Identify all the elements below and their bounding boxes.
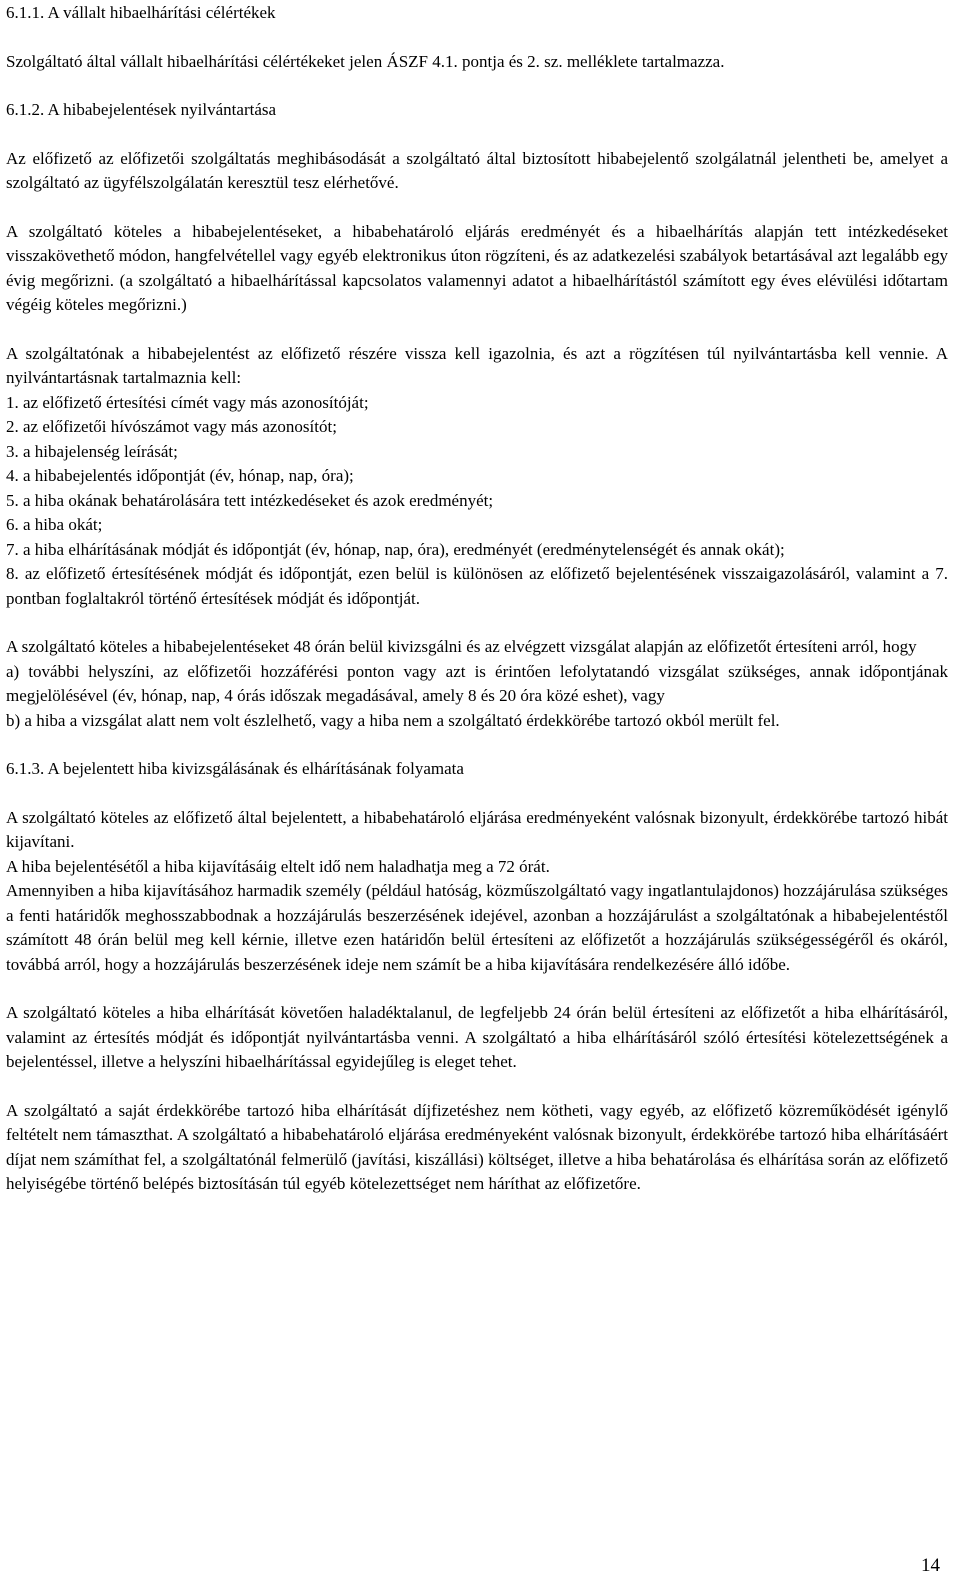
- list-item: 7. a hiba elhárításának módját és időpontját (év, hónap, nap, óra), eredményét (eredménytelenségét és annak okát);: [6, 539, 785, 559]
- paragraph: A szolgáltató a saját érdekkörébe tartozó hiba elhárítását díjfizetéshez nem kötheti, vagy egyéb, az előfizető közreműködését igénylő feltételt nem támaszthat. A szolgáltató a hibabehatároló eljárása eredményeként valósnak bizonyult, érdekkörébe tartozó hiba elhárításáért díjat nem számíthat fel, a szolgáltatónál felmerülő (javítási, kiszállási) költséget, illetve a hiba behatárolása és elhárítása során az előfizető helyiségébe történő belépés biztosításán túl egyéb kötelezettséget nem háríthat az előfizetőre.: [6, 1100, 948, 1193]
- paragraph: A szolgáltató köteles a hibabejelentéseket 48 órán belül kivizsgálni és az elvégzett vizsgálat alapján az előfizetőt értesíteni arról, hogy: [6, 637, 917, 656]
- paragraph: A hiba bejelentésétől a hiba kijavításáig eltelt idő nem haladhatja meg a 72 órát.: [6, 856, 550, 876]
- list-item: 6. a hiba okát;: [6, 515, 103, 534]
- list-item: 1. az előfizető értesítési címét vagy más azonosítóját;: [6, 392, 369, 412]
- list-item: 5. a hiba okának behatárolására tett intézkedéseket és azok eredményét;: [6, 490, 494, 510]
- section-heading-6-1-2: 6.1.2. A hibabejelentések nyilvántartása: [6, 100, 277, 119]
- list-item: 4. a hibabejelentés időpontját (év, hónap, nap, óra);: [6, 466, 354, 485]
- paragraph: A szolgáltató köteles a hiba elhárítását követően haladéktalanul, de legfeljebb 24 órán belül értesíteni az előfizetőt a hiba elhárításáról, valamint az értesítés módját és időpontját nyilvántartásba venni. A szolgáltató a hiba elhárításáról szóló értesítési kötelezettségének a bejelentéssel, illetve a helyszíni hibaelhárítással egyidejűleg is eleget tehet.: [6, 1003, 948, 1071]
- list-item: 2. az előfizetői hívószámot vagy más azonosítót;: [6, 417, 337, 436]
- paragraph: A szolgáltatónak a hibabejelentést az előfizető részére vissza kell igazolnia, és azt a rögzítésen túl nyilvántartásba kell vennie. A nyilvántartásnak tartalmaznia kell:: [6, 343, 948, 387]
- section-heading-6-1-3: 6.1.3. A bejelentett hiba kivizsgálásának és elhárításának folyamata: [6, 759, 464, 778]
- list-item: 3. a hibajelenség leírását;: [6, 441, 178, 461]
- section-heading-6-1-1: 6.1.1. A vállalt hibaelhárítási célértékek: [6, 3, 276, 22]
- paragraph: A szolgáltató köteles az előfizető által bejelentett, a hibabehatároló eljárása eredményeként valósnak bizonyult, érdekkörébe tartozó hibát kijavítani.: [6, 807, 948, 851]
- paragraph: A szolgáltató köteles a hibabejelentéseket, a hibabehatároló eljárás eredményét és a hibaelhárítás alapján tett intézkedéseket visszakövethető módon, hangfelvétellel vagy egyéb elektronikus úton rögzíteni, és az adatkezelési szabályok betartásával azt legalább egy évig megőrizni. (a szolgáltató a hibaelhárítással kapcsolatos valamennyi adatot a hibaelhárítástól számított egy éves elévülési időtartam végéig köteles megőrizni.): [6, 221, 948, 314]
- paragraph: Amennyiben a hiba kijavításához harmadik személy (például hatóság, közműszolgáltató vagy ingatlantulajdonos) hozzájárulása szükséges a fenti határidők meghosszabbodnak a hozzájárulás beszerzésének idejével, azonban a hozzájárulást a szolgáltatónak a hibabejelentéstől számított 48 órán belül meg kell kérnie, illetve ezen határidőn belül értesíteni az előfizetőt a hozzájárulás szükségességéről és okáról, továbbá arról, hogy a hozzájárulás beszerzésének ideje nem számít be a hiba kijavítására rendelkezésére álló időbe.: [6, 881, 948, 974]
- page-number: 14: [921, 1555, 940, 1576]
- document-page: [6, 1, 948, 1197]
- paragraph: a) további helyszíni, az előfizetői hozzáférési ponton vagy azt is érintően lefolytatandó vizsgálat szükséges, annak időpontjának megjelölésével (év, hónap, nap, 4 órás időszak megadásával, amely 8 és 20 óra közé eshet), vagy: [6, 661, 948, 705]
- list-item: 8. az előfizető értesítésének módját és időpontját, ezen belül is különösen az előfizető bejelentésének visszaigazolásáról, valamint a 7. pontban foglaltakról történő értesítések módját és időpontját.: [6, 564, 948, 608]
- paragraph: Az előfizető az előfizetői szolgáltatás meghibásodását a szolgáltató által biztosított hibabejelentő szolgálatnál jelentheti be, amelyet a szolgáltató az ügyfélszolgálatán keresztül tesz elérhetővé.: [6, 148, 948, 192]
- paragraph: Szolgáltató által vállalt hibaelhárítási célértékeket jelen ÁSZF 4.1. pontja és 2. sz. melléklete tartalmazza.: [6, 51, 725, 71]
- paragraph: b) a hiba a vizsgálat alatt nem volt észlelhető, vagy a hiba nem a szolgáltató érdekkörébe tartozó okból merült fel.: [6, 710, 780, 730]
